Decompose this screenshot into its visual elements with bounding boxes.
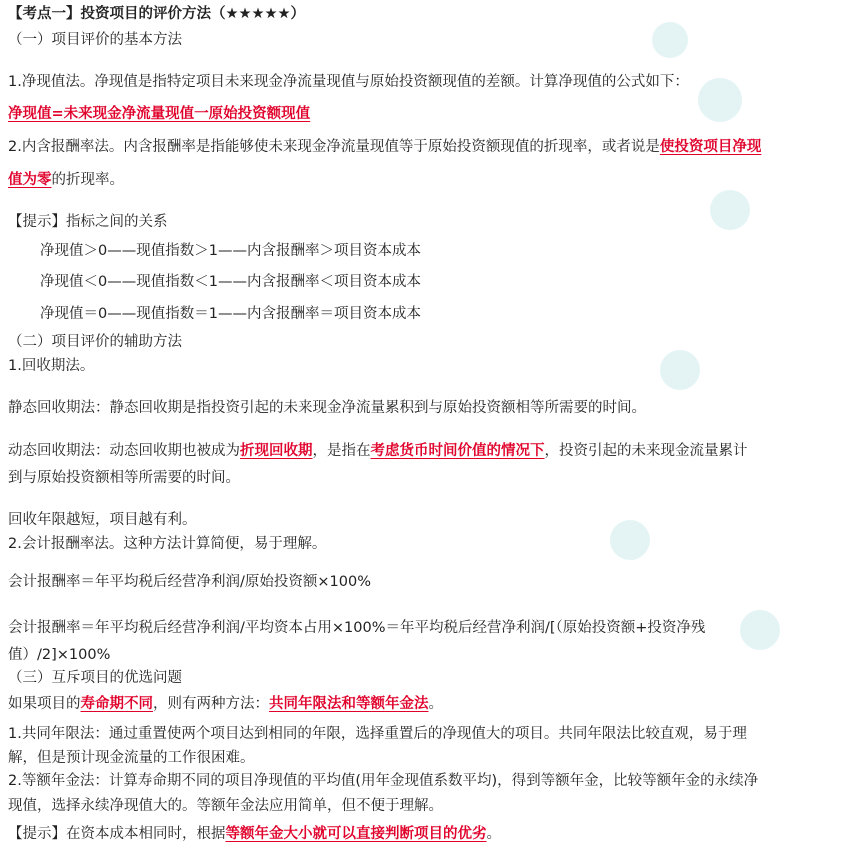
watermark-logo-icon bbox=[590, 500, 710, 620]
highlight: 共同年限法和等额年金法 bbox=[269, 696, 429, 712]
title-text: 投资项目的评价方法（★★★★★） bbox=[80, 6, 305, 22]
paragraph-annuity: 2.等额年金法：计算寿命期不同的项目净现值的平均值(用年金现值系数平均)，得到等额年金，比较等额年金的永续净 bbox=[8, 773, 759, 789]
text: 动态回收期法：动态回收期也被成为 bbox=[8, 443, 240, 459]
paragraph-arr: 2.会计报酬率法。这种方法计算简便，易于理解。 bbox=[8, 536, 327, 552]
text: ，投资引起的未来现金流量累计 bbox=[544, 443, 748, 459]
highlight: 使投资项目净现 bbox=[659, 139, 762, 155]
arr-formula-1: 会计报酬率＝年平均税后经营净利润/原始投资额×100% bbox=[8, 574, 371, 590]
paragraph-annuity-cont: 现值，选择永续净现值大的。等额年金法应用简单，但不便于理解。 bbox=[8, 798, 443, 814]
title-prefix: 【考点一】 bbox=[8, 6, 81, 22]
tip-heading: 【提示】指标之间的关系 bbox=[8, 214, 168, 230]
paragraph-irr-cont bbox=[8, 170, 124, 190]
text: 的折现率。 bbox=[51, 172, 124, 188]
paragraph-irr bbox=[8, 137, 761, 157]
text: ，则有两种方法： bbox=[153, 696, 269, 712]
watermark-logo-icon bbox=[720, 590, 840, 710]
text: ，是指在 bbox=[312, 443, 371, 459]
watermark-logo-icon bbox=[640, 10, 760, 130]
highlight: 值为零 bbox=[8, 172, 52, 188]
text: 2.内含报酬率法。内含报酬率是指能够使未来现金净流量现值等于原始投资额现值的折现率，或者说是 bbox=[8, 139, 660, 155]
relation-3: 净现值＝0——现值指数＝1——内含报酬率＝项目资本成本 bbox=[40, 306, 421, 322]
relation-1: 净现值＞0——现值指数＞1——内含报酬率＞项目资本成本 bbox=[40, 243, 421, 259]
paragraph-shorter-better: 回收年限越短，项目越有利。 bbox=[8, 512, 197, 528]
watermark-logo-icon bbox=[700, 170, 820, 290]
highlight: 考虑货币时间价值的情况下 bbox=[370, 443, 545, 459]
relation-2: 净现值＜0——现值指数＜1——内含报酬率＜项目资本成本 bbox=[40, 274, 421, 290]
paragraph-npv: 1.净现值法。净现值是指特定项目未来现金净流量现值与原始投资额现值的差额。计算净现值的公式如下： bbox=[8, 74, 689, 90]
paragraph-payback: 1.回收期法。 bbox=[8, 358, 95, 374]
subsection-heading-3: （三）互斥项目的优选问题 bbox=[8, 670, 182, 686]
paragraph-common-life: 1.共同年限法：通过重置使两个项目达到相同的年限，选择重置后的净现值大的项目。共同年限法比较直观，易于理 bbox=[8, 726, 747, 742]
highlight: 折现回收期 bbox=[240, 443, 313, 459]
highlight: 等额年金大小就可以直接判断项目的优劣 bbox=[225, 826, 487, 842]
arr-formula-2: 会计报酬率＝年平均税后经营净利润/平均资本占用×100%＝年平均税后经营净利润/[（原始投资额+投资净残 bbox=[8, 620, 706, 636]
arr-formula-2-cont: 值）/2]×100% bbox=[8, 647, 111, 663]
npv-formula: 净现值=未来现金净流量现值一原始投资额现值 bbox=[8, 106, 311, 122]
paragraph-mutual-exclusive bbox=[8, 694, 443, 714]
text: 如果项目的 bbox=[8, 696, 81, 712]
paragraph-common-life-cont: 解，但是预计现金流量的工作很困难。 bbox=[8, 750, 255, 766]
paragraph-dynamic-payback bbox=[8, 441, 748, 461]
text: 。 bbox=[486, 826, 501, 842]
text: 。 bbox=[428, 696, 443, 712]
text: 【提示】在资本成本相同时，根据 bbox=[8, 826, 226, 842]
tip-final bbox=[8, 824, 501, 844]
subsection-heading-2: （二）项目评价的辅助方法 bbox=[8, 334, 182, 350]
subsection-heading-1: （一）项目评价的基本方法 bbox=[8, 32, 182, 48]
highlight: 寿命期不同 bbox=[80, 696, 153, 712]
paragraph-static-payback: 静态回收期法：静态回收期是指投资引起的未来现金净流量累积到与原始投资额相等所需要的时间。 bbox=[8, 400, 646, 416]
paragraph-dynamic-payback-cont: 到与原始投资额相等所需要的时间。 bbox=[8, 470, 240, 486]
watermark-logo-icon bbox=[640, 330, 760, 450]
section-title bbox=[8, 4, 305, 24]
